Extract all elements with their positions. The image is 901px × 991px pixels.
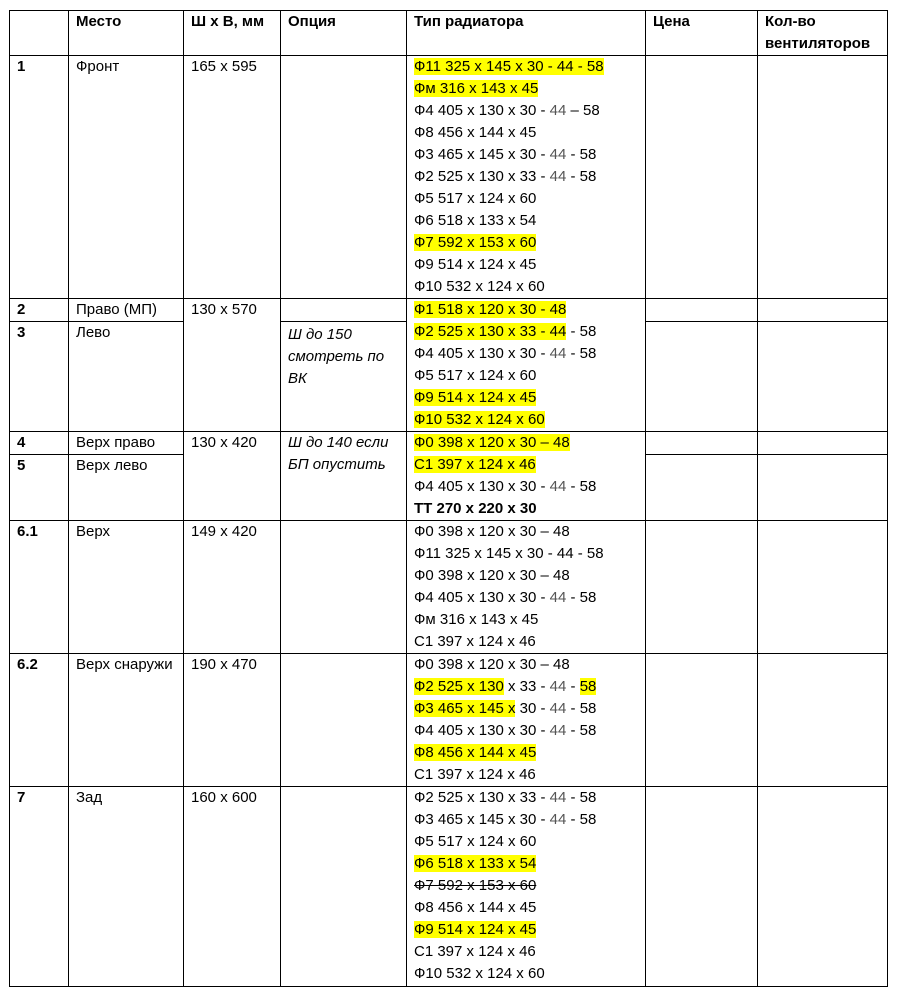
radiator-segment: Ф0 398 х 120 х 30 – 48 xyxy=(414,434,570,451)
radiator-segment: 44 xyxy=(549,678,567,695)
row-fan-count xyxy=(758,787,888,987)
radiator-segment: - 58 xyxy=(566,345,597,362)
header-radiator-type: Тип радиатора xyxy=(407,11,646,56)
radiator-line xyxy=(414,387,645,409)
row-option xyxy=(281,787,407,987)
radiator-segment: Ф4 405 х 130 х 30 - xyxy=(414,722,550,739)
radiator-segment: Фм 316 х 143 х 45 xyxy=(414,80,539,97)
row-fan-count xyxy=(758,432,888,455)
radiator-segment: Ф2 525 х 130 xyxy=(414,678,504,695)
radiator-line xyxy=(414,764,645,786)
radiator-segment: Ф6 518 х 133 х 54 xyxy=(414,212,537,229)
row-number: 4 xyxy=(10,432,69,455)
radiator-line xyxy=(414,543,645,565)
radiator-segment: - 58 xyxy=(566,146,597,163)
radiator-segment: 44 xyxy=(549,589,567,606)
radiator-segment: - 58 xyxy=(566,168,597,185)
radiator-line xyxy=(414,188,645,210)
radiator-segment: Ф2 525 х 130 х 33 - xyxy=(414,168,550,185)
row-price xyxy=(646,322,758,432)
radiator-line xyxy=(414,432,645,454)
radiator-line xyxy=(414,100,645,122)
radiator-line xyxy=(414,521,645,543)
radiator-segment: Ф0 398 х 120 х 30 – 48 xyxy=(414,567,570,584)
radiator-line xyxy=(414,676,645,698)
row-number: 6.1 xyxy=(10,521,69,654)
radiator-line xyxy=(414,631,645,653)
row-radiators xyxy=(407,787,646,987)
table-row xyxy=(10,654,888,787)
row-place: Фронт xyxy=(69,56,184,299)
radiator-segment: - 58 xyxy=(566,811,597,828)
radiator-segment: Ф5 517 х 124 х 60 xyxy=(414,190,537,207)
radiator-line xyxy=(414,698,645,720)
header-price: Цена xyxy=(646,11,758,56)
radiator-table xyxy=(9,10,888,987)
radiator-line xyxy=(414,831,645,853)
radiator-line xyxy=(414,875,645,897)
row-fan-count xyxy=(758,521,888,654)
radiator-segment: Ф3 465 х 145 х 30 - xyxy=(414,146,550,163)
radiator-segment: Ф3 465 х 145 х 30 - xyxy=(414,811,550,828)
radiator-line xyxy=(414,476,645,498)
row-number: 5 xyxy=(10,455,69,521)
radiator-segment: С1 397 х 124 х 46 xyxy=(414,633,536,650)
row-price xyxy=(646,787,758,987)
row-place: Верх xyxy=(69,521,184,654)
row-option xyxy=(281,299,407,322)
row-radiators xyxy=(407,654,646,787)
radiator-line xyxy=(414,299,645,321)
radiator-line xyxy=(414,853,645,875)
radiator-segment: Ф10 532 х 124 х 60 xyxy=(414,411,545,428)
radiator-segment: - 58 xyxy=(566,700,597,717)
radiator-segment: Ф4 405 х 130 х 30 - xyxy=(414,478,550,495)
radiator-segment: Ф4 405 х 130 х 30 - xyxy=(414,345,550,362)
row-fan-count xyxy=(758,455,888,521)
radiator-segment: 44 xyxy=(549,478,567,495)
radiator-line xyxy=(414,742,645,764)
radiator-segment: Ф0 398 х 120 х 30 – 48 xyxy=(414,523,570,540)
row-size: 130 х 570 xyxy=(184,299,281,432)
radiator-segment: Ф5 517 х 124 х 60 xyxy=(414,367,537,384)
radiator-line xyxy=(414,166,645,188)
radiator-line xyxy=(414,144,645,166)
row-radiators xyxy=(407,432,646,521)
radiator-segment: Ф10 532 х 124 х 60 xyxy=(414,965,545,982)
row-place: Право (МП) xyxy=(69,299,184,322)
radiator-line xyxy=(414,809,645,831)
radiator-line xyxy=(414,409,645,431)
radiator-segment: Ф11 325 х 145 х 30 - 44 - 58 xyxy=(414,545,604,562)
radiator-segment: 44 xyxy=(549,811,567,828)
radiator-segment: Ф7 592 х 153 х 60 xyxy=(414,877,537,894)
radiator-segment: С1 397 х 124 х 46 xyxy=(414,456,536,473)
radiator-segment: 44 xyxy=(549,102,567,119)
radiator-segment: Ф9 514 х 124 х 45 xyxy=(414,921,537,938)
table-row xyxy=(10,432,888,455)
row-number: 6.2 xyxy=(10,654,69,787)
radiator-segment: 44 xyxy=(549,789,567,806)
row-price xyxy=(646,299,758,322)
row-place: Верх лево xyxy=(69,455,184,521)
radiator-segment: ТТ 270 х 220 х 30 xyxy=(414,500,537,517)
row-number: 3 xyxy=(10,322,69,432)
row-size: 165 х 595 xyxy=(184,56,281,299)
row-place: Лево xyxy=(69,322,184,432)
row-place: Верх снаружи xyxy=(69,654,184,787)
row-option: Ш до 140 если БП опустить xyxy=(281,432,407,521)
radiator-segment: - xyxy=(566,678,580,695)
radiator-segment: Ф4 405 х 130 х 30 - xyxy=(414,589,550,606)
radiator-segment: 44 xyxy=(549,168,567,185)
row-fan-count xyxy=(758,322,888,432)
radiator-segment: Ф8 456 х 144 х 45 xyxy=(414,899,537,916)
row-number: 1 xyxy=(10,56,69,299)
header-number xyxy=(10,11,69,56)
radiator-line xyxy=(414,609,645,631)
table-row xyxy=(10,299,888,322)
row-option xyxy=(281,521,407,654)
radiator-segment: С1 397 х 124 х 46 xyxy=(414,943,536,960)
radiator-segment: Ф2 525 х 130 х 33 - 44 xyxy=(414,323,567,340)
radiator-segment: Ф5 517 х 124 х 60 xyxy=(414,833,537,850)
row-fan-count xyxy=(758,56,888,299)
radiator-segment: Ф8 456 х 144 х 45 xyxy=(414,124,537,141)
row-number: 2 xyxy=(10,299,69,322)
radiator-segment: Ф9 514 х 124 х 45 xyxy=(414,389,537,406)
radiator-line xyxy=(414,454,645,476)
radiator-line xyxy=(414,254,645,276)
row-fan-count xyxy=(758,299,888,322)
radiator-segment: С1 397 х 124 х 46 xyxy=(414,766,536,783)
row-price xyxy=(646,56,758,299)
radiator-line xyxy=(414,963,645,985)
radiator-line xyxy=(414,565,645,587)
row-place: Зад xyxy=(69,787,184,987)
radiator-segment: 44 xyxy=(549,700,567,717)
radiator-line xyxy=(414,232,645,254)
radiator-segment: 58 xyxy=(579,678,597,695)
radiator-segment: 44 xyxy=(549,146,567,163)
radiator-segment: 30 - xyxy=(515,700,550,717)
radiator-segment: Ф4 405 х 130 х 30 - xyxy=(414,102,550,119)
radiator-segment: - 58 xyxy=(566,478,597,495)
radiator-segment: Фм 316 х 143 х 45 xyxy=(414,611,539,628)
header-fan-count: Кол-во вентиляторов xyxy=(758,11,888,56)
radiator-line xyxy=(414,897,645,919)
row-place: Верх право xyxy=(69,432,184,455)
radiator-line xyxy=(414,78,645,100)
row-option xyxy=(281,56,407,299)
row-number: 7 xyxy=(10,787,69,987)
row-radiators xyxy=(407,299,646,432)
radiator-line xyxy=(414,919,645,941)
row-price xyxy=(646,654,758,787)
radiator-segment: - 58 xyxy=(566,323,597,340)
radiator-line xyxy=(414,321,645,343)
radiator-line xyxy=(414,654,645,676)
radiator-line xyxy=(414,787,645,809)
radiator-segment: - 58 xyxy=(566,789,597,806)
radiator-line xyxy=(414,941,645,963)
header-place: Место xyxy=(69,11,184,56)
radiator-segment: Ф3 465 х 145 х xyxy=(414,700,516,717)
row-option xyxy=(281,654,407,787)
radiator-line xyxy=(414,122,645,144)
row-size: 190 х 470 xyxy=(184,654,281,787)
radiator-line xyxy=(414,210,645,232)
radiator-segment: Ф1 518 х 120 х 30 - 48 xyxy=(414,301,567,318)
radiator-line xyxy=(414,343,645,365)
radiator-segment: х 33 - xyxy=(503,678,550,695)
table-row xyxy=(10,787,888,987)
radiator-segment: Ф10 532 х 124 х 60 xyxy=(414,278,545,295)
row-price xyxy=(646,455,758,521)
radiator-segment: Ф9 514 х 124 х 45 xyxy=(414,256,537,273)
radiator-line xyxy=(414,720,645,742)
radiator-segment: Ф8 456 х 144 х 45 xyxy=(414,744,537,761)
row-price xyxy=(646,432,758,455)
radiator-segment: 44 xyxy=(549,722,567,739)
row-size: 130 х 420 xyxy=(184,432,281,521)
radiator-segment: Ф7 592 х 153 х 60 xyxy=(414,234,537,251)
radiator-segment: Ф6 518 х 133 х 54 xyxy=(414,855,537,872)
radiator-segment: Ф11 325 х 145 х 30 - 44 - 58 xyxy=(414,58,604,75)
radiator-segment: 44 xyxy=(549,345,567,362)
radiator-segment: Ф2 525 х 130 х 33 - xyxy=(414,789,550,806)
row-price xyxy=(646,521,758,654)
radiator-segment: - 58 xyxy=(566,589,597,606)
radiator-segment: – 58 xyxy=(566,102,600,119)
row-size: 149 х 420 xyxy=(184,521,281,654)
radiator-line xyxy=(414,365,645,387)
row-radiators xyxy=(407,56,646,299)
header-option: Опция xyxy=(281,11,407,56)
row-radiators xyxy=(407,521,646,654)
radiator-line xyxy=(414,587,645,609)
radiator-line xyxy=(414,498,645,520)
table-row xyxy=(10,56,888,299)
row-fan-count xyxy=(758,654,888,787)
row-option: Ш до 150 смотреть по ВК xyxy=(281,322,407,432)
radiator-segment: Ф0 398 х 120 х 30 – 48 xyxy=(414,656,570,673)
radiator-line xyxy=(414,276,645,298)
table-row xyxy=(10,521,888,654)
header-size: Ш х В, мм xyxy=(184,11,281,56)
row-size: 160 х 600 xyxy=(184,787,281,987)
radiator-segment: - 58 xyxy=(566,722,597,739)
radiator-line xyxy=(414,56,645,78)
